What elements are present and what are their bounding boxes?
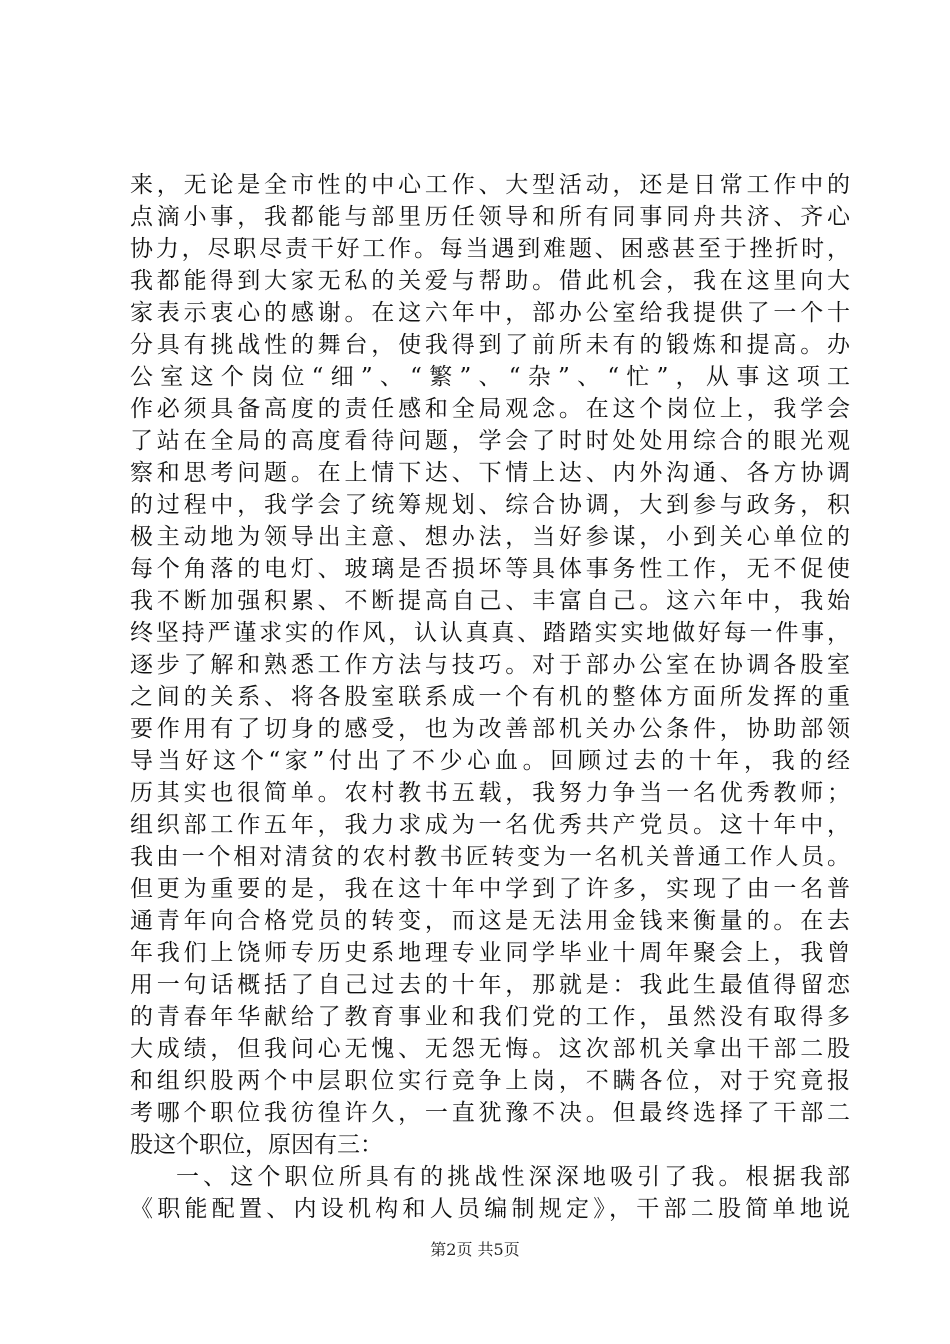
text-line: 但更为重要的是，我在这十年中学到了许多，实现了由一名普: [130, 876, 850, 902]
document-body: [0, 168, 950, 1228]
text-line: 《职能配置、内设机构和人员编制规定》，干部二股简单地说: [130, 1196, 850, 1222]
text-line: 大成绩，但我问心无愧、无怨无悔。这次部机关拿出干部二股: [130, 1036, 850, 1062]
text-line: 协力，尽职尽责干好工作。每当遇到难题、困惑甚至于挫折时，: [130, 236, 850, 262]
text-line: 察和思考问题。在上情下达、下情上达、内外沟通、各方协调: [130, 460, 850, 486]
text-line: 之间的关系、将各股室联系成一个有机的整体方面所发挥的重: [130, 684, 850, 710]
text-line: 组织部工作五年，我力求成为一名优秀共产党员。这十年中，: [130, 812, 850, 838]
text-line: 公室这个岗位“细”、“繁”、“杂”、“忙”，从事这项工: [130, 364, 850, 390]
text-line: 我由一个相对清贫的农村教书匠转变为一名机关普通工作人员。: [130, 844, 850, 870]
text-line: 股这个职位，原因有三：: [130, 1132, 383, 1158]
text-line: 的青春年华献给了教育事业和我们党的工作，虽然没有取得多: [130, 1004, 850, 1030]
text-line: 极主动地为领导出主意、想办法，当好参谋，小到关心单位的: [130, 524, 850, 550]
text-line: 要作用有了切身的感受，也为改善部机关办公条件，协助部领: [130, 716, 850, 742]
text-line: 我不断加强积累、不断提高自己、丰富自己。这六年中，我始: [130, 588, 850, 614]
text-line: 历其实也很简单。农村教书五载，我努力争当一名优秀教师；: [130, 780, 850, 806]
text-line: 了站在全局的高度看待问题，学会了时时处处用综合的眼光观: [130, 428, 850, 454]
text-line: 点滴小事，我都能与部里历任领导和所有同事同舟共济、齐心: [130, 204, 850, 230]
text-line: 用一句话概括了自己过去的十年，那就是：我此生最值得留恋: [130, 972, 850, 998]
text-line: 通青年向合格党员的转变，而这是无法用金钱来衡量的。在去: [130, 908, 850, 934]
text-line: 的过程中，我学会了统筹规划、综合协调，大到参与政务，积: [130, 492, 850, 518]
text-line: 来，无论是全市性的中心工作、大型活动，还是日常工作中的: [130, 172, 850, 198]
text-line: 和组织股两个中层职位实行竞争上岗，不瞒各位，对于究竟报: [130, 1068, 850, 1094]
text-line: 我都能得到大家无私的关爱与帮助。借此机会，我在这里向大: [130, 268, 850, 294]
text-line: 导当好这个“家”付出了不少心血。回顾过去的十年，我的经: [130, 748, 850, 774]
text-line: 考哪个职位我彷徨许久，一直犹豫不决。但最终选择了干部二: [130, 1100, 850, 1126]
text-line: 作必须具备高度的责任感和全局观念。在这个岗位上，我学会: [130, 396, 850, 422]
text-line: 终坚持严谨求实的作风，认认真真、踏踏实实地做好每一件事，: [130, 620, 850, 646]
text-line: 逐步了解和熟悉工作方法与技巧。对于部办公室在协调各股室: [130, 652, 850, 678]
text-line: 每个角落的电灯、玻璃是否损坏等具体事务性工作，无不促使: [130, 556, 850, 582]
text-line: 年我们上饶师专历史系地理专业同学毕业十周年聚会上，我曾: [130, 940, 850, 966]
text-line: 家表示衷心的感谢。在这六年中，部办公室给我提供了一个十: [130, 300, 850, 326]
page-number-footer: 第2页 共5页: [430, 1240, 520, 1259]
text-line: 分具有挑战性的舞台，使我得到了前所未有的锻炼和提高。办: [130, 332, 850, 358]
paragraph-first-line: 一、这个职位所具有的挑战性深深地吸引了我。根据我部: [176, 1164, 850, 1190]
